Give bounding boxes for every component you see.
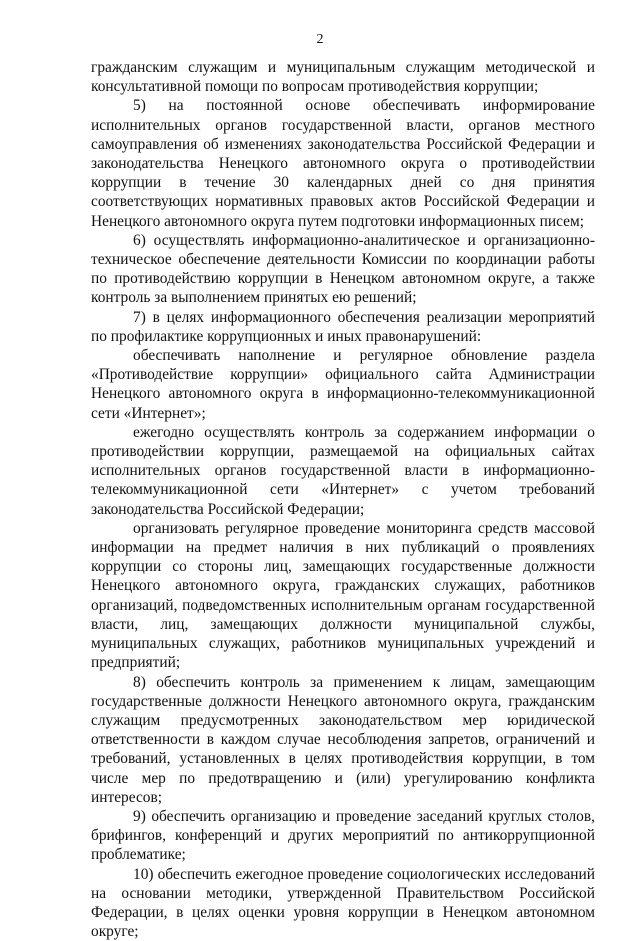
paragraph-item-7-sub-3: организовать регулярное проведение мониторинга средств массовой информации на предмет наличия в них публикаций о проявлениях коррупции со стороны лиц, замещающих государственные должности Ненецкого автономного округа, гражданских служащих, работников организаций, подведомственных исполнительным органам государственной власти, лиц, замещающих должности муниципальной службы, муниципальных служащих, работников муниципальных учреждений и предприятий;	[91, 519, 595, 672]
paragraph-item-8: 8) обеспечить контроль за применением к лицам, замещающим государственные должности Ненецкого автономного округа, гражданским служащим предусмотренных законодательством мер юридической ответственности в каждом случае несоблюдения запретов, ограничений и требований, установленных в целях противодействия коррупции, в том числе мер по предотвращению и (или) урегулированию конфликта интересов;	[91, 673, 595, 806]
paragraph-item-7: 7) в целях информационного обеспечения реализации мероприятий по профилактике коррупционных и иных правонарушений:	[91, 308, 595, 345]
paragraph-item-7-sub-1: обеспечивать наполнение и регулярное обновление раздела «Противодействие коррупции» официального сайта Администрации Ненецкого автономного округа в информационно-телекоммуникационной сети «Интернет»;	[91, 347, 595, 422]
paragraph-item-5: 5) на постоянной основе обеспечивать информирование исполнительных органов государственной власти, органов местного самоуправления об изменениях законодательства Российской Федерации и законодательства Ненецкого автономного округа о противодействии коррупции в течение 30 календарных дней со дня принятия соответствующих нормативных правовых актов Российской Федерации и Ненецкого автономного округа путем подготовки информационных писем;	[91, 97, 595, 230]
paragraph-item-6: 6) осуществлять информационно-аналитическое и организационно-техническое обеспечение деятельности Комиссии по координации работы по противодействию коррупции в Ненецком автономном округе, а также контроль за выполнением принятых ею решений;	[91, 231, 595, 307]
paragraph-continuation: гражданским служащим и муниципальным служащим методической и консультативной помощи по вопросам противодействия коррупции;	[91, 59, 595, 96]
paragraph-item-9: 9) обеспечить организацию и проведение заседаний круглых столов, брифингов, конференций и других мероприятий по антикоррупционной проблематике;	[91, 807, 595, 864]
paragraph-item-7-sub-2: ежегодно осуществлять контроль за содержанием информации о противодействии коррупции, размещаемой на официальных сайтах исполнительных органов государственной власти в информационно-телекоммуникационной сети «Интернет» с учетом требований законодательства Российской Федерации;	[91, 423, 595, 518]
paragraph-item-10: 10) обеспечить ежегодное проведение социологических исследований на основании методики, утвержденной Правительством Российской Федерации, в целях оценки уровня коррупции в Ненецком автономном округе;	[91, 865, 595, 941]
page-number: 2	[316, 32, 324, 47]
document-body	[91, 58, 595, 941]
